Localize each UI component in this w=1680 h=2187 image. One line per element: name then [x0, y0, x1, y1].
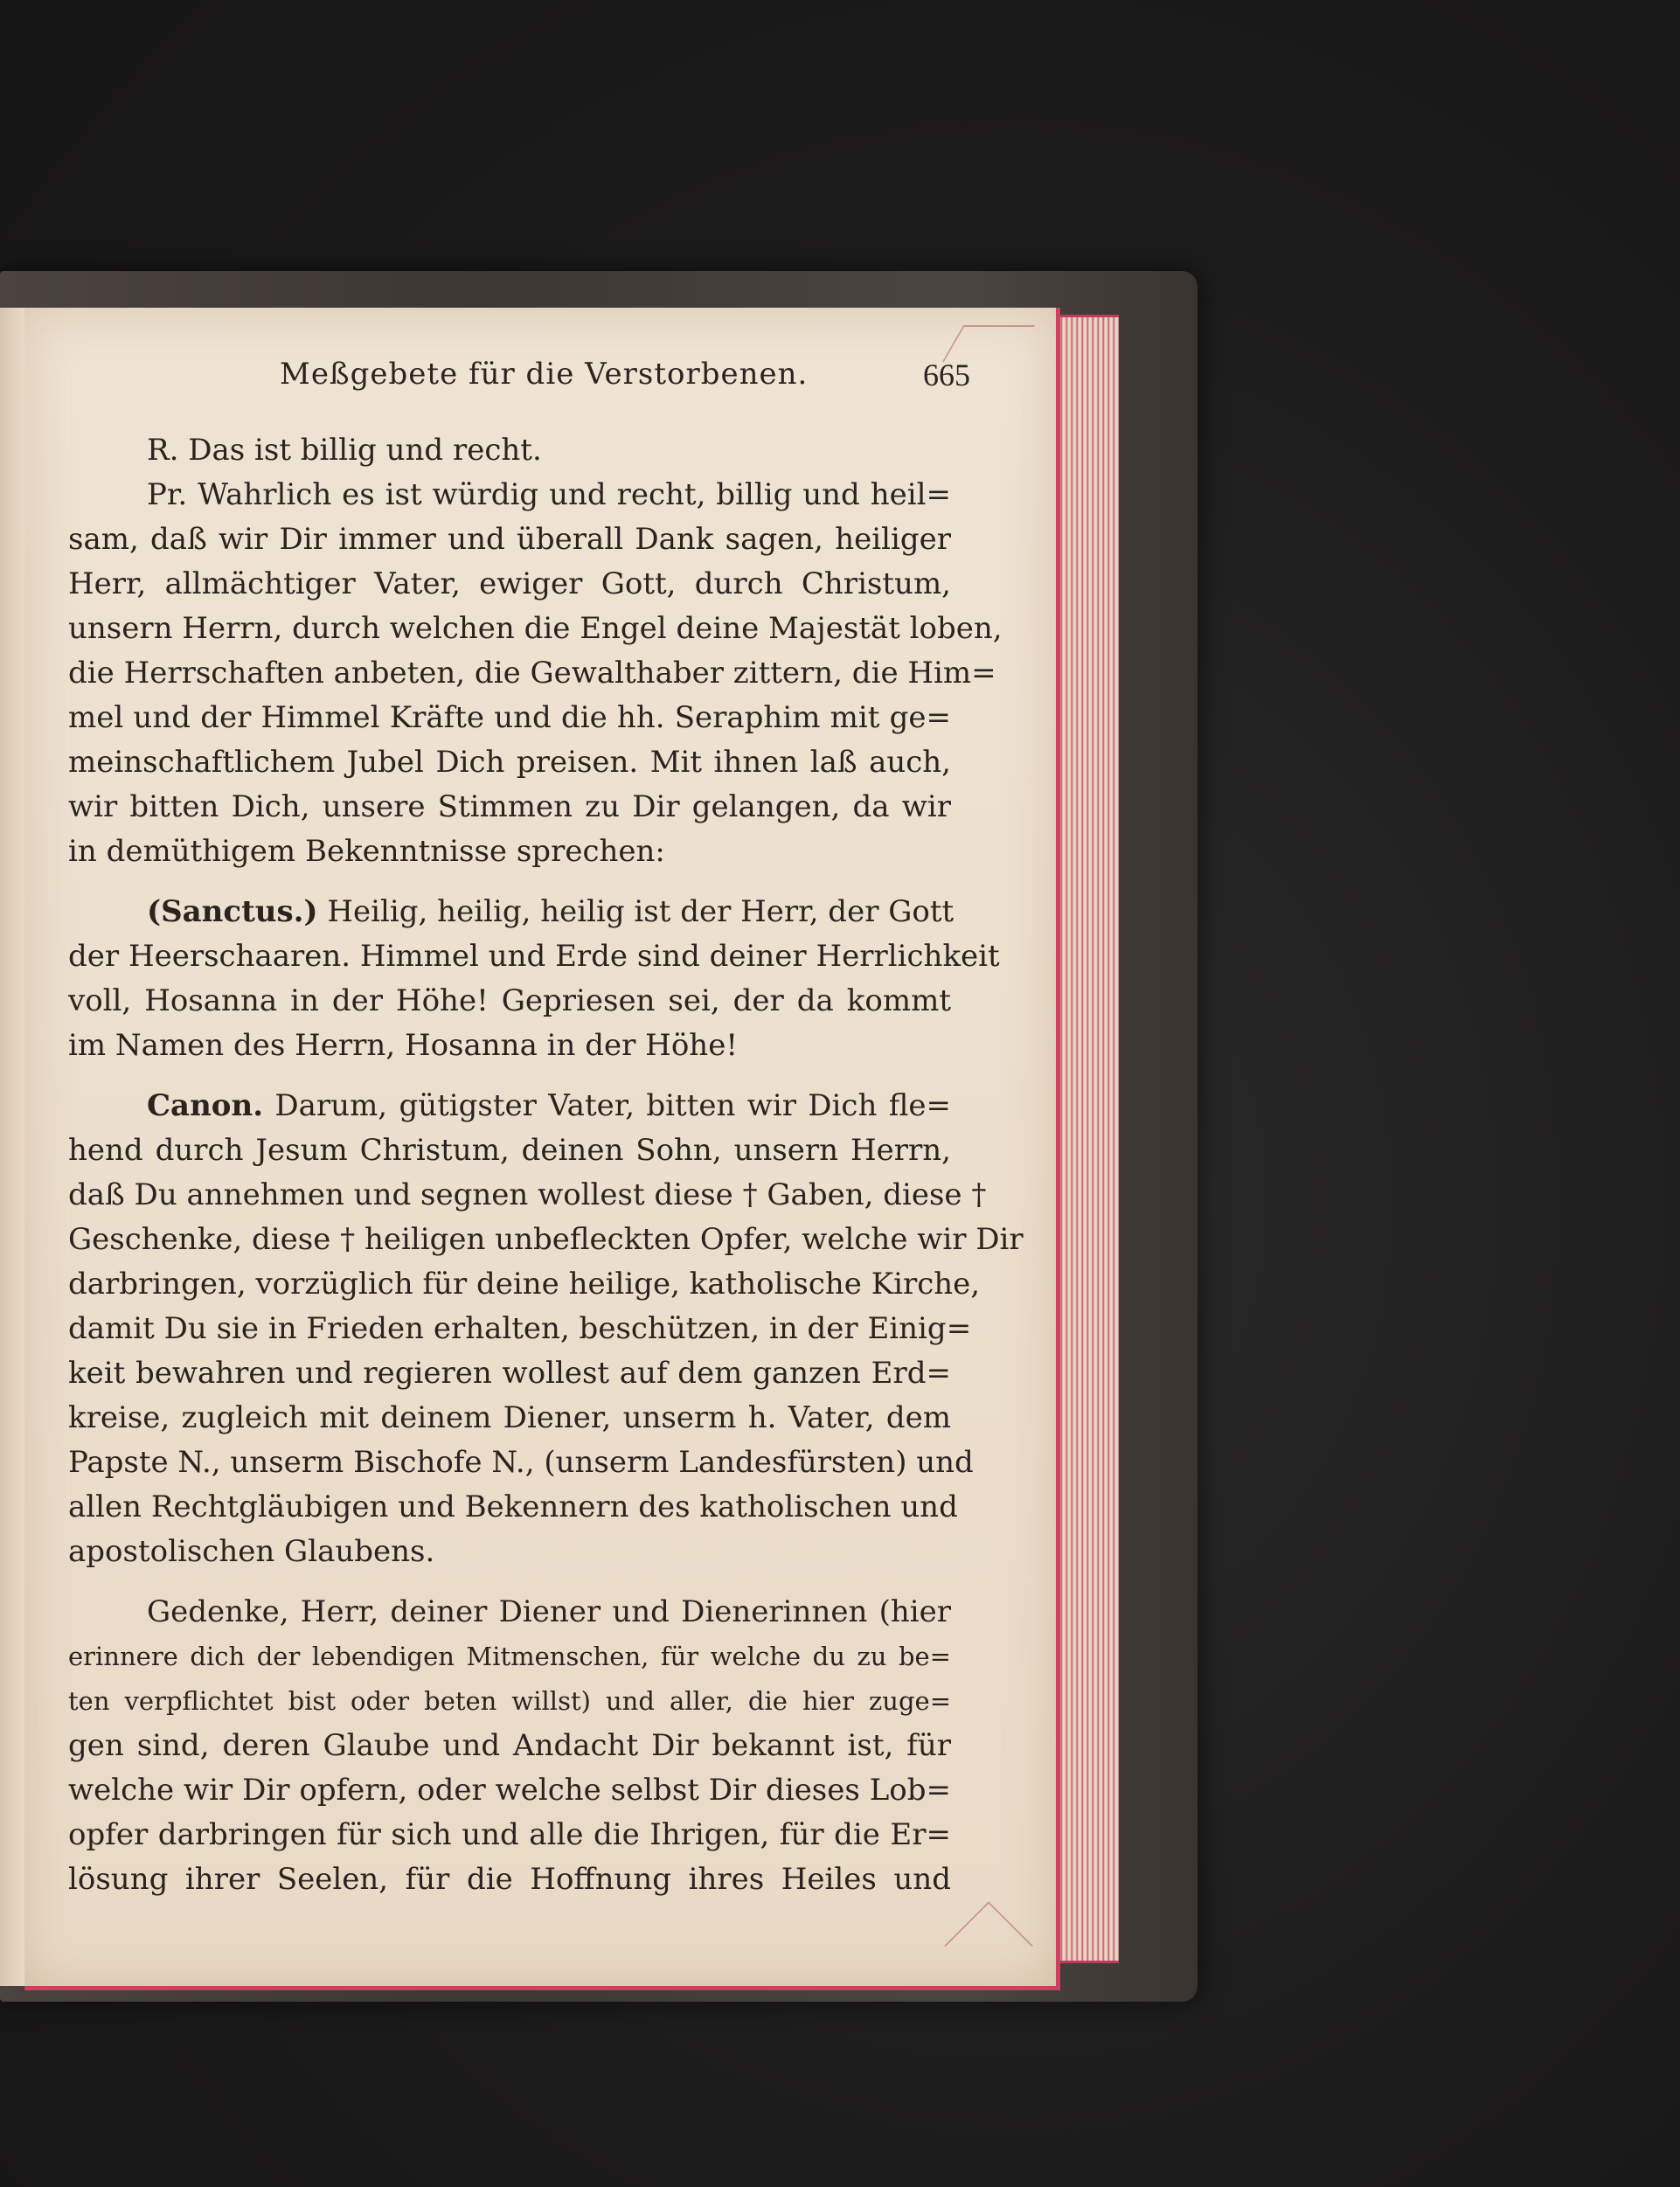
text-line: Papste N., unserm Bischofe N., (unserm Landesfürsten) und: [68, 1445, 974, 1480]
text-line: voll, Hosanna in der Höhe! Gepriesen sei, der da kommt: [68, 983, 951, 1018]
text-line: opfer darbringen für sich und alle die Ihrigen, für die Er=: [68, 1817, 951, 1852]
section-marker: (Sanctus.): [147, 894, 318, 929]
text-line: in demüthigem Bekenntnisse sprechen:: [68, 834, 665, 869]
text-line: der Heerschaaren. Himmel und Erde sind deiner Herrlichkeit: [68, 939, 1000, 974]
page-number: 665: [923, 358, 970, 392]
text-line: Gedenke, Herr, deiner Diener und Dienerinnen (hier: [147, 1594, 951, 1629]
text-line: gen sind, deren Glaube und Andacht Dir bekannt ist, für: [68, 1728, 951, 1763]
text-line: ten verpflichtet bist oder beten willst) und aller, die hier zuge=: [68, 1686, 951, 1716]
text-line: meinschaftlichem Jubel Dich preisen. Mit ihnen laß auch,: [68, 745, 951, 780]
text-line: Geschenke, diese † heiligen unbefleckten Opfer, welche wir Dir: [68, 1222, 1024, 1257]
text-line: daß Du annehmen und segnen wollest diese † Gaben, diese †: [68, 1177, 987, 1212]
text-line: (Sanctus.) Heilig, heilig, heilig ist der Herr, der Gott: [147, 894, 955, 929]
text-line: wir bitten Dich, unsere Stimmen zu Dir gelangen, da wir: [68, 789, 951, 824]
text-line: R. Das ist billig und recht.: [147, 433, 542, 468]
text-line: lösung ihrer Seelen, für die Hoffnung ihres Heiles und: [68, 1862, 951, 1897]
text-line: damit Du sie in Frieden erhalten, beschützen, in der Einig=: [68, 1311, 972, 1346]
text-line: hend durch Jesum Christum, deinen Sohn, unsern Herrn,: [68, 1133, 951, 1168]
text-line: Canon. Darum, gütigster Vater, bitten wir Dich fle=: [147, 1088, 951, 1123]
text-line: sam, daß wir Dir immer und überall Dank sagen, heiliger: [68, 522, 951, 557]
text-line: mel und der Himmel Kräfte und die hh. Seraphim mit ge=: [68, 700, 951, 735]
text-line: darbringen, vorzüglich für deine heilige, katholische Kirche,: [68, 1267, 981, 1302]
page-header: [253, 357, 970, 400]
text-line: Herr, allmächtiger Vater, ewiger Gott, durch Christum,: [68, 566, 951, 601]
text-line: kreise, zugleich mit deinem Diener, unserm h. Vater, dem: [68, 1400, 951, 1435]
text-line: erinnere dich der lebendigen Mitmenschen, für welche du zu be=: [68, 1642, 951, 1671]
text-line: apostolischen Glaubens.: [68, 1534, 435, 1569]
text-line: keit bewahren und regieren wollest auf dem ganzen Erd=: [68, 1356, 951, 1391]
text-line: welche wir Dir opfern, oder welche selbst Dir dieses Lob=: [68, 1773, 951, 1808]
section-marker: Canon.: [147, 1088, 264, 1123]
text-line: Pr. Wahrlich es ist würdig und recht, billig und heil=: [147, 477, 951, 512]
text-line: im Namen des Herrn, Hosanna in der Höhe!: [68, 1028, 738, 1063]
running-title: Meßgebete für die Verstorbenen.: [280, 357, 809, 392]
text-line: allen Rechtgläubigen und Bekennern des katholischen und: [68, 1489, 958, 1524]
text-line: unsern Herrn, durch welchen die Engel deine Majestät loben,: [68, 611, 1003, 646]
page-text: [68, 428, 1024, 1902]
text-line: die Herrschaften anbeten, die Gewalthaber zittern, die Him=: [68, 656, 996, 691]
